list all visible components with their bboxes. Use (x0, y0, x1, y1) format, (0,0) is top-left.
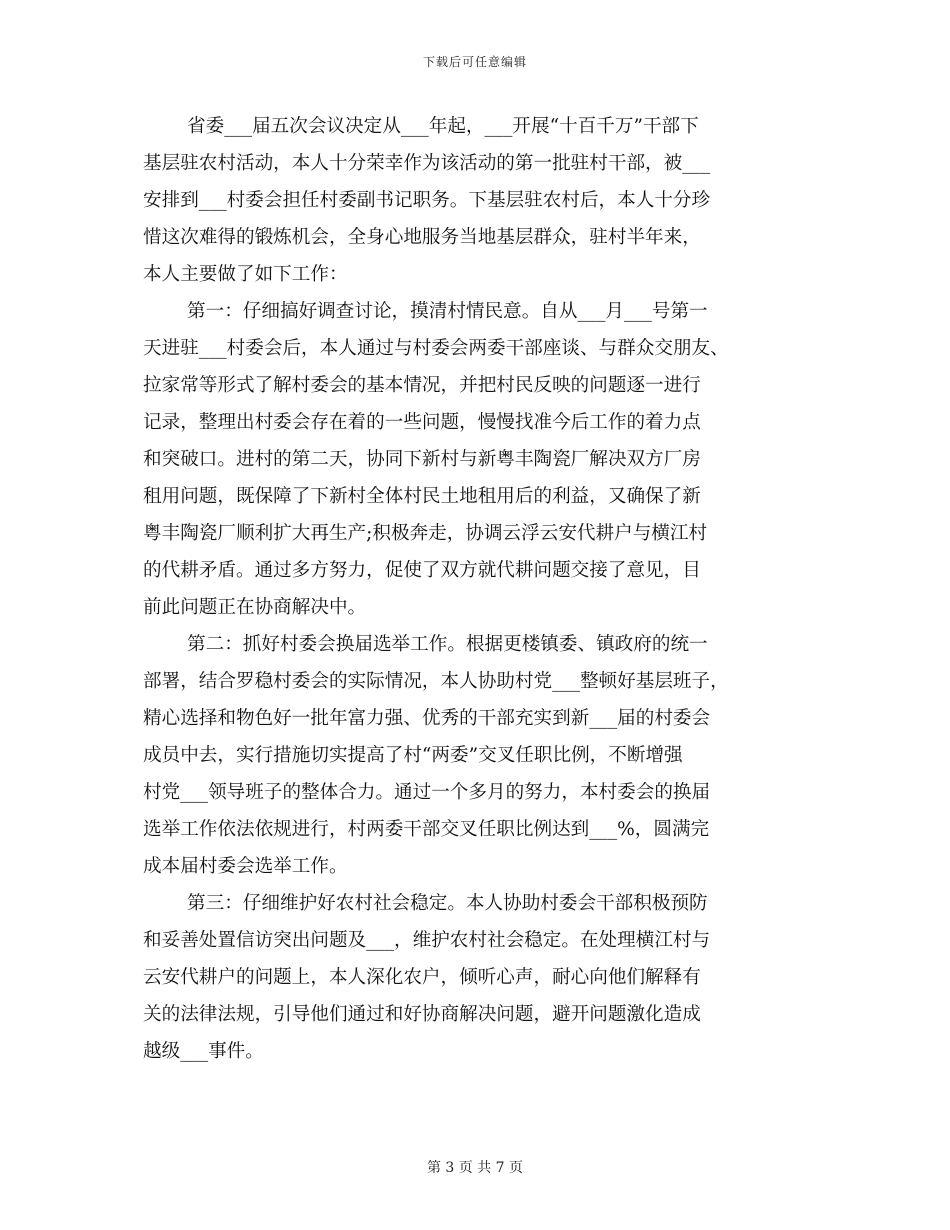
paragraph-line: 记录，整理出村委会存在着的一些问题，慢慢找准今后工作的着力点 (143, 412, 701, 433)
paragraph-line: 第二：抓好村委会换届选举工作。根据更楼镇委、镇政府的统一 (187, 634, 708, 655)
paragraph (143, 293, 805, 626)
paragraph-line: 成员中去，实行措施切实提高了村“两委”交叉任职比例，不断增强 (143, 745, 683, 766)
paragraph-line: 成本届村委会选举工作。 (143, 856, 348, 877)
paragraph-line: 本人主要做了如下工作： (143, 264, 348, 285)
paragraph-line: 的代耕矛盾。通过多方努力，促使了双方就代耕问题交接了意见，目 (143, 560, 701, 581)
page-footer: 第 3 页 共 7 页 (426, 1160, 524, 1176)
paragraph-line: 村党___领导班子的整体合力。通过一个多月的努力，本村委会的换届 (143, 782, 711, 803)
paragraph-line: 选举工作依法依规进行，村两委干部交叉任职比例达到___%，圆满完 (143, 819, 710, 840)
paragraph-line: 基层驻农村活动，本人十分荣幸作为该活动的第一批驻村干部，被___ (143, 153, 711, 174)
paragraph-line: 关的法律法规，引导他们通过和好协商解决问题，避开问题激化造成 (143, 1004, 701, 1025)
paragraph (143, 626, 805, 885)
paragraph-line: 惜这次难得的锻炼机会，全身心地服务当地基层群众，驻村半年来， (143, 227, 701, 248)
paragraph-line: 粤丰陶瓷厂顺利扩大再生产;积极奔走，协调云浮云安代耕户与横江村 (143, 523, 708, 544)
paragraph-line: 租用问题，既保障了下新村全体村民土地租用后的利益，又确保了新 (143, 486, 701, 507)
paragraph-line: 安排到___村委会担任村委副书记职务。下基层驻农村后，本人十分珍 (143, 190, 711, 211)
paragraph-line: 第三：仔细维护好农村社会稳定。本人协助村委会干部积极预防 (187, 893, 708, 914)
page-header: 下载后可任意编辑 (422, 55, 527, 69)
paragraph-line: 天进驻___村委会后，本人通过与村委会两委干部座谈、与群众交朋友、 (143, 338, 729, 359)
paragraph-line: 和突破口。进村的第二天，协同下新村与新粤丰陶瓷厂解决双方厂房 (143, 449, 701, 470)
paragraph-line: 拉家常等形式了解村委会的基本情况，并把村民反映的问题逐一进行 (143, 375, 701, 396)
paragraph-line: 部署，结合罗稳村委会的实际情况，本人协助村党___整顿好基层班子， (143, 671, 729, 692)
paragraph (143, 885, 805, 1070)
paragraph-line: 第一：仔细搞好调查讨论，摸清村情民意。自从___月___号第一 (187, 301, 708, 322)
paragraph (143, 108, 805, 293)
paragraph-line: 和妥善处置信访突出问题及___，维护农村社会稳定。在处理横江村与 (143, 930, 711, 951)
paragraph-line: 云安代耕户的问题上，本人深化农户，倾听心声，耐心向他们解释有 (143, 967, 701, 988)
document-body (143, 108, 805, 1070)
paragraph-line: 精心选择和物色好一批年富力强、优秀的干部充实到新___届的村委会 (143, 708, 711, 729)
paragraph-line: 省委___届五次会议决定从___年起，___开展“十百千万”干部下 (187, 116, 699, 137)
paragraph-line: 前此问题正在协商解决中。 (143, 597, 367, 618)
paragraph-line: 越级___事件。 (143, 1041, 264, 1062)
